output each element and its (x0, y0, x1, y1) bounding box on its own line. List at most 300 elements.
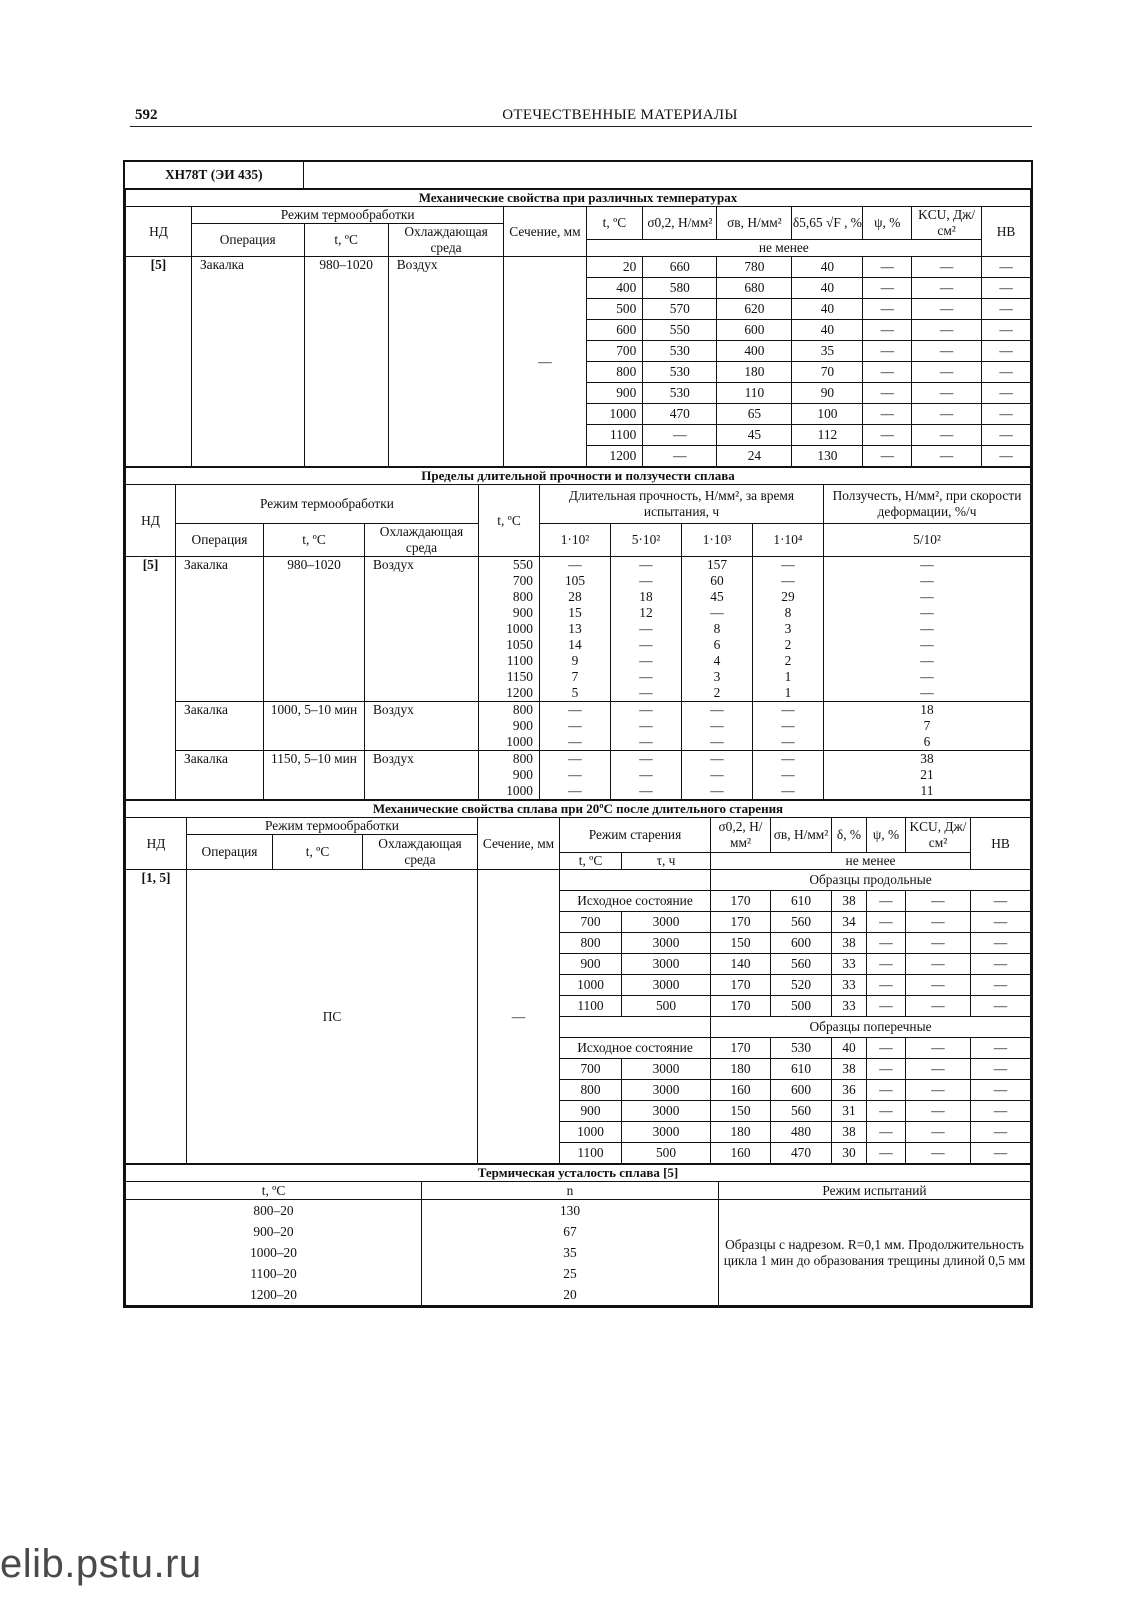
table-cell: — (611, 783, 682, 800)
table-cell: 800 (479, 702, 540, 719)
table-mech-props-after-aging (125, 800, 1031, 1164)
table-cell: 3000 (622, 1122, 711, 1143)
table-cell: 67 (422, 1221, 719, 1242)
table-cell: 1200 (479, 685, 540, 702)
table-cell: 45 (717, 425, 792, 446)
col-regime: Режим термообработки (187, 818, 478, 835)
col-t: t, ºС (264, 524, 365, 557)
col-hb: НВ (982, 207, 1031, 257)
table-cell: 33 (832, 975, 867, 996)
table-cell: 2 (753, 637, 824, 653)
table-cell: 800–20 (126, 1200, 422, 1222)
table-cell: 570 (643, 299, 717, 320)
table-cell: 3 (682, 669, 753, 685)
table-cell: 800 (560, 933, 622, 954)
table-cell: 12 (611, 605, 682, 621)
table-cell: — (540, 767, 611, 783)
table-cell: 620 (717, 299, 792, 320)
table-cell: — (971, 1101, 1031, 1122)
table-cell: 5 (540, 685, 611, 702)
table-cell: 1000–20 (126, 1242, 422, 1263)
table-cell: 3000 (622, 1101, 711, 1122)
operation: Закалка (176, 702, 264, 751)
table-cell: 38 (832, 891, 867, 912)
table-row (126, 751, 1031, 768)
col-cooling: Охлаждающая среда (365, 524, 479, 557)
table-cell: — (611, 751, 682, 768)
table-cell: 90 (792, 383, 863, 404)
table-cell: 40 (792, 299, 863, 320)
table-cell: 25 (422, 1263, 719, 1284)
table-body (126, 870, 1031, 1164)
table-cell: 3000 (622, 1059, 711, 1080)
operation: Закалка (176, 751, 264, 800)
table-cell: — (611, 669, 682, 685)
table-cell: — (971, 996, 1031, 1017)
table-cell: — (863, 425, 912, 446)
section-title: Термическая усталость сплава [5] (126, 1165, 1031, 1182)
table-cell: — (906, 1143, 971, 1164)
col-t: t, ºС (126, 1182, 422, 1200)
table-cell: — (824, 669, 1031, 685)
table-cell: 40 (832, 1038, 867, 1059)
table-cell: — (611, 734, 682, 751)
table-cell: 8 (753, 605, 824, 621)
table-cell: 33 (832, 996, 867, 1017)
table-cell: 21 (824, 767, 1031, 783)
table-cell: 170 (711, 996, 771, 1017)
table-cell: — (912, 320, 982, 341)
table-cell: 610 (771, 891, 832, 912)
table-cell: — (824, 557, 1031, 574)
table-cell: 35 (422, 1242, 719, 1263)
col-1e2: 1·10² (540, 524, 611, 557)
table-cell: — (611, 557, 682, 574)
table-cell: 38 (832, 1059, 867, 1080)
table-cell: — (867, 1143, 906, 1164)
col-t: t, ºС (304, 224, 388, 257)
table-cell: 1000 (479, 621, 540, 637)
running-header: ОТЕЧЕСТВЕННЫЕ МАТЕРИАЛЫ (502, 107, 738, 123)
table-cell: — (971, 975, 1031, 996)
section-title: Механические свойства сплава при 20ºС после длительного старения (126, 801, 1031, 818)
table-cell: — (971, 954, 1031, 975)
table-cell: 530 (771, 1038, 832, 1059)
table-cell: — (863, 362, 912, 383)
table-cell: — (611, 718, 682, 734)
table-cell: 150 (711, 933, 771, 954)
table-cell: 3000 (622, 975, 711, 996)
table-cell: 40 (792, 278, 863, 299)
table-cell: 8 (682, 621, 753, 637)
nd-ref: [5] (126, 557, 176, 800)
col-1e3: 1·10³ (682, 524, 753, 557)
table-cell: — (912, 404, 982, 425)
table-thermal-fatigue (125, 1164, 1031, 1306)
col-age-t: t, ºС (560, 853, 622, 870)
table-cell: — (971, 1143, 1031, 1164)
table-cell: — (611, 685, 682, 702)
table-cell: — (982, 404, 1031, 425)
table-cell: 3000 (622, 954, 711, 975)
table-cell: 160 (711, 1080, 771, 1101)
table-cell: 180 (711, 1122, 771, 1143)
col-cooling: Охлаждающая среда (388, 224, 504, 257)
table-cell: — (906, 1122, 971, 1143)
ps-mark: ПС (187, 870, 478, 1164)
table-cell: — (912, 278, 982, 299)
table-cell: 530 (643, 362, 717, 383)
table-cell: — (867, 1080, 906, 1101)
table-cell: 2 (682, 685, 753, 702)
col-nd: НД (126, 485, 176, 557)
table-cell: 530 (643, 341, 717, 362)
col-sb: σв, Н/мм² (771, 818, 832, 853)
table-cell: 38 (832, 1122, 867, 1143)
table-cell: 31 (832, 1101, 867, 1122)
table-cell: 14 (540, 637, 611, 653)
table-cell: — (824, 605, 1031, 621)
table-cell: 900 (479, 718, 540, 734)
table-cell: 180 (711, 1059, 771, 1080)
table-cell: — (867, 1122, 906, 1143)
table-cell: 1000 (560, 975, 622, 996)
table-cell: 7 (540, 669, 611, 685)
table-cell: 20 (422, 1284, 719, 1306)
table-cell: — (863, 320, 912, 341)
table-cell: 40 (792, 257, 863, 278)
col-t: t, ºС (273, 835, 363, 870)
table-cell: — (540, 751, 611, 768)
table-cell: — (682, 767, 753, 783)
table-cell: — (867, 912, 906, 933)
table-cell: 660 (643, 257, 717, 278)
table-cell: 1000 (586, 404, 643, 425)
table-cell: 900 (560, 954, 622, 975)
col-operation: Операция (187, 835, 273, 870)
col-operation: Операция (191, 224, 304, 257)
table-cell: 7 (824, 718, 1031, 734)
col-s02: σ0,2, Н/мм² (711, 818, 771, 853)
table-cell: 170 (711, 891, 771, 912)
table-cell: 160 (711, 1143, 771, 1164)
table-cell: 3000 (622, 912, 711, 933)
table-cell: — (867, 1059, 906, 1080)
table-cell: — (982, 341, 1031, 362)
table-cell: — (912, 299, 982, 320)
col-s02: σ0,2, Н/мм² (643, 207, 717, 240)
table-cell: — (643, 425, 717, 446)
table-cell: 1 (753, 669, 824, 685)
table-cell: — (540, 702, 611, 719)
table-cell: — (971, 1059, 1031, 1080)
table-cell: — (863, 383, 912, 404)
table-cell: 480 (771, 1122, 832, 1143)
table-cell: — (753, 718, 824, 734)
table-cell: — (906, 933, 971, 954)
table-cell: — (753, 783, 824, 800)
table-cell: — (753, 557, 824, 574)
table-cell: 40 (792, 320, 863, 341)
section: — (478, 870, 560, 1164)
table-cell: — (611, 702, 682, 719)
sample-group-label: Образцы поперечные (711, 1017, 1031, 1038)
table-cell: — (611, 767, 682, 783)
table-cell: — (982, 362, 1031, 383)
table-cell: — (906, 1059, 971, 1080)
table-cell: 500 (622, 996, 711, 1017)
table-cell: 150 (711, 1101, 771, 1122)
table-cell: — (753, 767, 824, 783)
table-cell: — (906, 912, 971, 933)
cooling: Воздух (365, 702, 479, 751)
table-cell: 900 (560, 1101, 622, 1122)
table-cell: 140 (711, 954, 771, 975)
table-cell: 34 (832, 912, 867, 933)
col-1e4: 1·10⁴ (753, 524, 824, 557)
col-long-strength: Длительная прочность, Н/мм², за время испытания, ч (540, 485, 824, 524)
table-cell: 38 (832, 933, 867, 954)
initial-state: Исходное состояние (560, 1038, 711, 1059)
table-cell: 110 (717, 383, 792, 404)
table-cell: 500 (771, 996, 832, 1017)
table-cell: 610 (771, 1059, 832, 1080)
nd-ref: [5] (126, 257, 192, 467)
blank-cell (560, 870, 711, 891)
table-cell: 470 (771, 1143, 832, 1164)
col-age-tau: τ, ч (622, 853, 711, 870)
table-cell: 1100 (560, 1143, 622, 1164)
col-operation: Операция (176, 524, 264, 557)
table-cell: 600 (586, 320, 643, 341)
table-cell: — (912, 341, 982, 362)
table-cell: — (867, 891, 906, 912)
table-cell: — (611, 653, 682, 669)
table-cell: — (912, 446, 982, 467)
table-mech-props-temps (125, 189, 1031, 467)
table-cell: 170 (711, 975, 771, 996)
table-cell: — (867, 975, 906, 996)
table-cell: 28 (540, 589, 611, 605)
table-cell: 600 (771, 1080, 832, 1101)
table-cell: 680 (717, 278, 792, 299)
table-cell: — (867, 996, 906, 1017)
table-cell: 1200–20 (126, 1284, 422, 1306)
section: — (504, 257, 586, 467)
cooling: Воздух (365, 751, 479, 800)
table-cell: — (863, 404, 912, 425)
col-kcu: KCU, Дж/см² (906, 818, 971, 853)
table-cell: — (982, 446, 1031, 467)
table-cell: 500 (586, 299, 643, 320)
col-cooling: Охлаждающая среда (363, 835, 478, 870)
table-cell: — (982, 320, 1031, 341)
table-row (126, 870, 1031, 891)
table-cell: — (906, 1080, 971, 1101)
heat-t: 1000, 5–10 мин (264, 702, 365, 751)
col-section: Сечение, мм (504, 207, 586, 257)
table-cell: 1100 (586, 425, 643, 446)
sample-group-label: Образцы продольные (711, 870, 1031, 891)
table-cell: 1100 (479, 653, 540, 669)
table-cell: — (863, 278, 912, 299)
col-5e2: 5·10² (611, 524, 682, 557)
table-cell: 45 (682, 589, 753, 605)
table-cell: 1000 (479, 734, 540, 751)
col-temp: t, ºС (586, 207, 643, 240)
table-cell: 900 (479, 767, 540, 783)
table-cell: 1000 (560, 1122, 622, 1143)
table-cell: — (682, 734, 753, 751)
table-cell: — (682, 783, 753, 800)
table-cell: 800 (560, 1080, 622, 1101)
table-cell: 800 (586, 362, 643, 383)
table-cell: 1100–20 (126, 1263, 422, 1284)
table-cell: — (912, 383, 982, 404)
table-cell: 550 (643, 320, 717, 341)
table-cell: 3000 (622, 933, 711, 954)
table-cell: 560 (771, 912, 832, 933)
col-regime: Режим термообработки (176, 485, 479, 524)
col-temp: t, ºС (479, 485, 540, 557)
heat-t: 980–1020 (264, 557, 365, 702)
col-psi: ψ, % (863, 207, 912, 240)
col-aging: Режим старения (560, 818, 711, 853)
table-cell: 130 (792, 446, 863, 467)
table-cell: — (824, 653, 1031, 669)
table-cell: 3 (753, 621, 824, 637)
table-cell: 38 (824, 751, 1031, 768)
table-row (126, 257, 1031, 278)
table-cell: — (753, 734, 824, 751)
table-cell: 1000 (479, 783, 540, 800)
table-cell: — (906, 1101, 971, 1122)
watermark: elib.pstu.ru (0, 1542, 202, 1586)
table-cell: — (540, 718, 611, 734)
col-delta: δ, % (832, 818, 867, 853)
table-cell: 900 (586, 383, 643, 404)
table-cell: 130 (422, 1200, 719, 1222)
table-cell: — (971, 912, 1031, 933)
table-cell: 70 (792, 362, 863, 383)
table-cell: 20 (586, 257, 643, 278)
table-row (126, 1200, 1031, 1222)
table-cell: — (824, 637, 1031, 653)
col-nd: НД (126, 818, 187, 870)
col-creep: Ползучесть, Н/мм², при скорости деформации, %/ч (824, 485, 1031, 524)
table-cell: 11 (824, 783, 1031, 800)
alloy-datasheet (123, 160, 1033, 1308)
col-nd: НД (126, 207, 192, 257)
table-cell: — (912, 425, 982, 446)
table-cell: 100 (792, 404, 863, 425)
table-cell: 13 (540, 621, 611, 637)
col-kcu: KCU, Дж/см² (912, 207, 982, 240)
table-cell: 112 (792, 425, 863, 446)
table-cell: — (912, 257, 982, 278)
table-row (126, 702, 1031, 719)
table-cell: 520 (771, 975, 832, 996)
table-cell: — (971, 891, 1031, 912)
min-label: не менее (586, 240, 982, 257)
table-cell: 6 (682, 637, 753, 653)
table-cell: — (863, 299, 912, 320)
table-cell: — (867, 1038, 906, 1059)
table-cell: 33 (832, 954, 867, 975)
table-cell: — (824, 621, 1031, 637)
col-hb: НВ (971, 818, 1031, 870)
table-cell: — (540, 734, 611, 751)
table-cell: — (753, 573, 824, 589)
table-cell: 800 (479, 589, 540, 605)
table-cell: 180 (717, 362, 792, 383)
table-cell: — (906, 891, 971, 912)
table-cell: 700 (586, 341, 643, 362)
table-body (126, 1200, 1031, 1306)
table-cell: — (682, 751, 753, 768)
operation: Закалка (176, 557, 264, 702)
table-cell: — (682, 605, 753, 621)
table-cell: 560 (771, 1101, 832, 1122)
table-cell: — (611, 637, 682, 653)
blank-cell (560, 1017, 711, 1038)
table-cell: 9 (540, 653, 611, 669)
heat-t: 980–1020 (304, 257, 388, 467)
table-cell: 60 (682, 573, 753, 589)
alloy-name: ХН78Т (ЭИ 435) (125, 162, 303, 189)
section-title: Пределы длительной прочности и ползучести сплава (126, 468, 1031, 485)
table-cell: 65 (717, 404, 792, 425)
table-long-strength-creep (125, 467, 1031, 800)
table-cell: — (867, 954, 906, 975)
table-cell: — (863, 446, 912, 467)
table-cell: 2 (753, 653, 824, 669)
table-cell: 1200 (586, 446, 643, 467)
table-cell: 24 (717, 446, 792, 467)
col-delta: δ5,65 √F , % (792, 207, 863, 240)
table-cell: 1050 (479, 637, 540, 653)
table-cell: — (906, 1038, 971, 1059)
table-cell: 550 (479, 557, 540, 574)
table-cell: 3000 (622, 1080, 711, 1101)
table-cell: — (982, 425, 1031, 446)
table-cell: — (971, 1038, 1031, 1059)
table-cell: — (824, 589, 1031, 605)
table-row (126, 557, 1031, 574)
col-psi: ψ, % (867, 818, 906, 853)
table-cell: — (982, 383, 1031, 404)
table-cell: — (867, 933, 906, 954)
table-cell: 1100 (560, 996, 622, 1017)
table-cell: — (682, 718, 753, 734)
table-cell: 900 (479, 605, 540, 621)
table-cell: 4 (682, 653, 753, 669)
table-cell: — (982, 257, 1031, 278)
table-cell: — (971, 1080, 1031, 1101)
table-cell: — (906, 975, 971, 996)
nd-ref: [1, 5] (126, 870, 187, 1164)
cooling: Воздух (365, 557, 479, 702)
table-cell: 400 (586, 278, 643, 299)
table-cell: — (682, 702, 753, 719)
table-cell: — (971, 1122, 1031, 1143)
col-regime: Режим термообработки (191, 207, 503, 224)
table-cell: 470 (643, 404, 717, 425)
table-cell: — (753, 702, 824, 719)
table-cell: — (867, 1101, 906, 1122)
table-cell: — (863, 341, 912, 362)
initial-state: Исходное состояние (560, 891, 711, 912)
